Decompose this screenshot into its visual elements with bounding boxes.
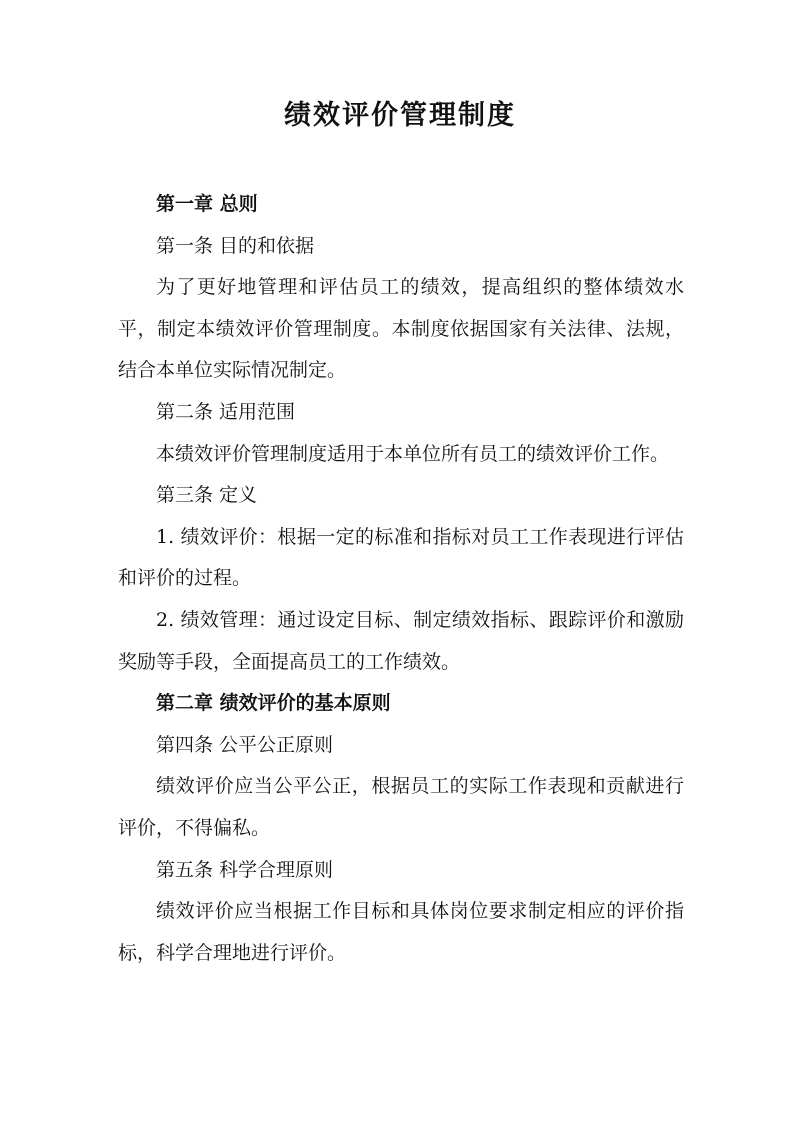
article-heading: 第三条 定义 [156,484,258,507]
article-heading: 第四条 公平公正原则 [156,733,334,756]
article-heading: 第二条 适用范围 [156,400,296,423]
document-body [118,184,684,974]
article-heading: 第五条 科学合理原则 [156,858,334,881]
document-title: 绩效评价管理制度 [284,100,516,131]
body-paragraph: 为了更好地管理和评估员工的绩效，提高组织的整体绩效水平，制定本绩效评价管理制度。本制度依据国家有关法律、法规，结合本单位实际情况制定。 [118,276,684,382]
body-paragraph: 本绩效评价管理制度适用于本单位所有员工的绩效评价工作。 [156,442,670,465]
article-heading: 第一条 目的和依据 [156,234,315,257]
body-paragraph: 1. 绩效评价：根据一定的标准和指标对员工工作表现进行评估和评价的过程。 [118,525,684,590]
body-paragraph: 绩效评价应当公平公正，根据员工的实际工作表现和贡献进行评价，不得偏私。 [118,775,684,839]
chapter-heading: 第二章 绩效评价的基本原则 [156,692,391,715]
body-paragraph: 绩效评价应当根据工作目标和具体岗位要求制定相应的评价指标，科学合理地进行评价。 [118,900,684,964]
body-paragraph: 2. 绩效管理：通过设定目标、制定绩效指标、跟踪评价和激励奖励等手段，全面提高员工的工作绩效。 [118,608,684,673]
chapter-heading: 第一章 总则 [156,193,258,215]
